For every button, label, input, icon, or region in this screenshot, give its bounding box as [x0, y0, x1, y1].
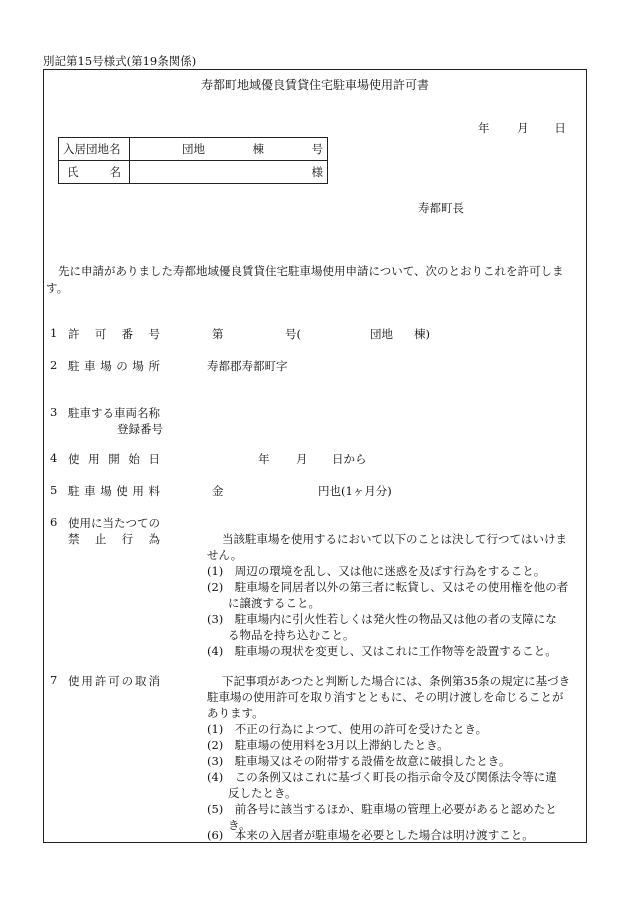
form-reference: 別記第15号様式(第19条関係): [43, 54, 197, 68]
item-1-value-building: 棟): [414, 327, 430, 341]
item-7-label-char: 用: [81, 674, 93, 688]
residence-label: 入居団地名: [59, 138, 130, 161]
item-7-label: [68, 673, 160, 689]
item-6-label-2: [68, 531, 160, 547]
item-5-label-char: 場: [100, 484, 112, 498]
name-honorific: 様: [311, 165, 323, 179]
item-7-lead-3: あります。: [207, 706, 264, 720]
item-4-label-char: 日: [148, 452, 160, 466]
item-2-value: 寿都郡寿都町字: [207, 359, 288, 373]
item-7-list-2: (2) 駐車場の使用料を3月以上滞納したとき。: [207, 738, 449, 752]
item-6-label: 使用に当たつての: [68, 516, 160, 530]
item-7-list-3: (3) 駐車場又はその附帯する設備を故意に破損したとき。: [207, 754, 511, 768]
item-1-label: [68, 326, 160, 342]
item-5-money-prefix: 金: [212, 484, 224, 498]
item-2-label-char: 駐: [68, 359, 80, 373]
item-7-list-4a: (4) この条例又はこれに基づく町長の指示命令及び関係法令等に違: [207, 770, 557, 784]
item-5-number: 5: [50, 483, 58, 497]
item-5-label-char: 用: [132, 484, 144, 498]
item-7-list-1: (1) 不正の行為によつて、使用の許可を受けたとき。: [207, 722, 488, 736]
item-3-label-2: 登録番号: [117, 422, 163, 436]
residence-unit: 号: [311, 142, 323, 156]
name-label-char-1: 氏: [67, 165, 79, 179]
residence-building: 棟: [252, 142, 264, 156]
item-6-label-char: 禁: [68, 532, 80, 546]
date-line: [478, 120, 566, 136]
item-4-year: 年: [258, 452, 270, 466]
item-7-list-5a: (5) 前各号に該当するほか、駐車場の管理上必要があると認めたと: [207, 802, 557, 816]
item-4-month: 月: [296, 452, 308, 466]
date-day: 日: [554, 121, 566, 135]
item-1-value-prefix: 第: [212, 327, 224, 341]
item-7-label-char: 消: [148, 674, 160, 688]
intro-text-line-2: す。: [46, 281, 69, 295]
item-6-lead-2: せん。: [207, 548, 243, 562]
item-2-label-char: の: [116, 359, 128, 373]
residence-value: [130, 138, 328, 161]
document-title: 寿都町地域優良賃貸住宅駐車場使用許可書: [200, 78, 429, 92]
item-2-number: 2: [50, 358, 58, 372]
item-6-list-3a: (3) 駐車場内に引火性若しくは発火性の物品又は他の者の支障にな: [207, 612, 557, 626]
item-4-label-char: 使: [68, 452, 80, 466]
applicant-table: [58, 137, 328, 184]
item-3-label: 駐車する車両名称: [68, 406, 160, 420]
item-7-label-char: 許: [94, 674, 107, 688]
name-label: [59, 161, 130, 184]
item-2-label-char: 車: [84, 359, 96, 373]
item-4-label-char: 始: [128, 452, 140, 466]
item-5-label: [68, 483, 160, 499]
item-7-lead-2: 駐車場の使用許可を取り消すとともに、その明け渡しを命じることが: [207, 690, 564, 704]
item-5-money-suffix: 円也(1ヶ月分): [318, 484, 392, 498]
item-6-list-2b: に譲渡すること。: [228, 596, 320, 610]
item-1-value-no: 号(: [285, 327, 301, 341]
name-value: [130, 161, 328, 184]
item-6-label-char: 為: [148, 532, 160, 546]
item-3-number: 3: [50, 405, 58, 419]
item-4-label-char: 用: [88, 452, 100, 466]
item-1-value-complex: 団地: [370, 327, 393, 341]
item-2-label-char: 場: [132, 359, 144, 373]
item-5-label-char: 使: [116, 484, 128, 498]
issuer: 寿都町長: [418, 201, 464, 215]
item-7-label-char: 可: [108, 674, 120, 688]
table-row-name: [59, 161, 328, 184]
item-7-list-6: (6) 本来の入居者が駐車場を必要とした場合は明け渡すこと。: [207, 828, 534, 842]
item-6-label-char: 行: [121, 532, 134, 546]
item-5-label-char: 料: [148, 484, 160, 498]
item-2-label-char: 場: [100, 359, 112, 373]
item-1-label-char: 番: [121, 327, 134, 341]
item-1-label-char: 許: [68, 327, 80, 341]
item-4-day: 日から: [332, 452, 367, 466]
item-5-label-char: 車: [84, 484, 96, 498]
item-7-list-5b: き。: [228, 818, 251, 832]
item-1-label-char: 可: [94, 327, 107, 341]
item-4-label-char: 開: [108, 452, 120, 466]
residence-complex: 団地: [182, 142, 205, 156]
item-6-label-char: 止: [94, 532, 107, 546]
item-7-list-4b: 反したとき。: [228, 786, 297, 800]
date-year: 年: [478, 121, 490, 135]
item-7-label-char: の: [121, 674, 134, 688]
item-6-lead-1: 当該駐車場を使用するにおいて以下のことは決して行つてはいけま: [222, 532, 567, 546]
item-1-number: 1: [50, 326, 58, 340]
item-6-list-1: (1) 周辺の環境を乱し、又は他に迷惑を及ぼす行為をすること。: [207, 564, 546, 578]
item-7-number: 7: [50, 673, 58, 687]
item-6-number: 6: [50, 515, 58, 529]
date-month: 月: [517, 121, 529, 135]
item-2-label: [68, 358, 160, 374]
item-1-label-char: 号: [148, 327, 160, 341]
item-7-lead-1: 下記事項があつたと判断した場合には、条例第35条の規定に基づき: [222, 674, 571, 688]
item-4-number: 4: [50, 451, 58, 465]
item-2-label-char: 所: [148, 359, 160, 373]
item-7-label-char: 使: [68, 674, 80, 688]
item-4-label: [68, 451, 160, 467]
name-label-char-2: 名: [109, 165, 121, 179]
item-7-label-char: 取: [135, 674, 147, 688]
item-6-list-3b: る物品を持ち込むこと。: [228, 628, 355, 642]
intro-text-line-1: 先に申請がありました寿都地域優良賃貸住宅駐車場使用申請について、次のとおりこれを許可しま: [58, 264, 564, 278]
item-6-list-4: (4) 駐車場の現状を変更し、又はこれに工作物等を設置すること。: [207, 644, 557, 658]
table-row-residence: [59, 138, 328, 161]
item-5-label-char: 駐: [68, 484, 80, 498]
item-6-list-2a: (2) 駐車場を同居者以外の第三者に転貸し、又はその使用権を他の者: [207, 580, 569, 594]
